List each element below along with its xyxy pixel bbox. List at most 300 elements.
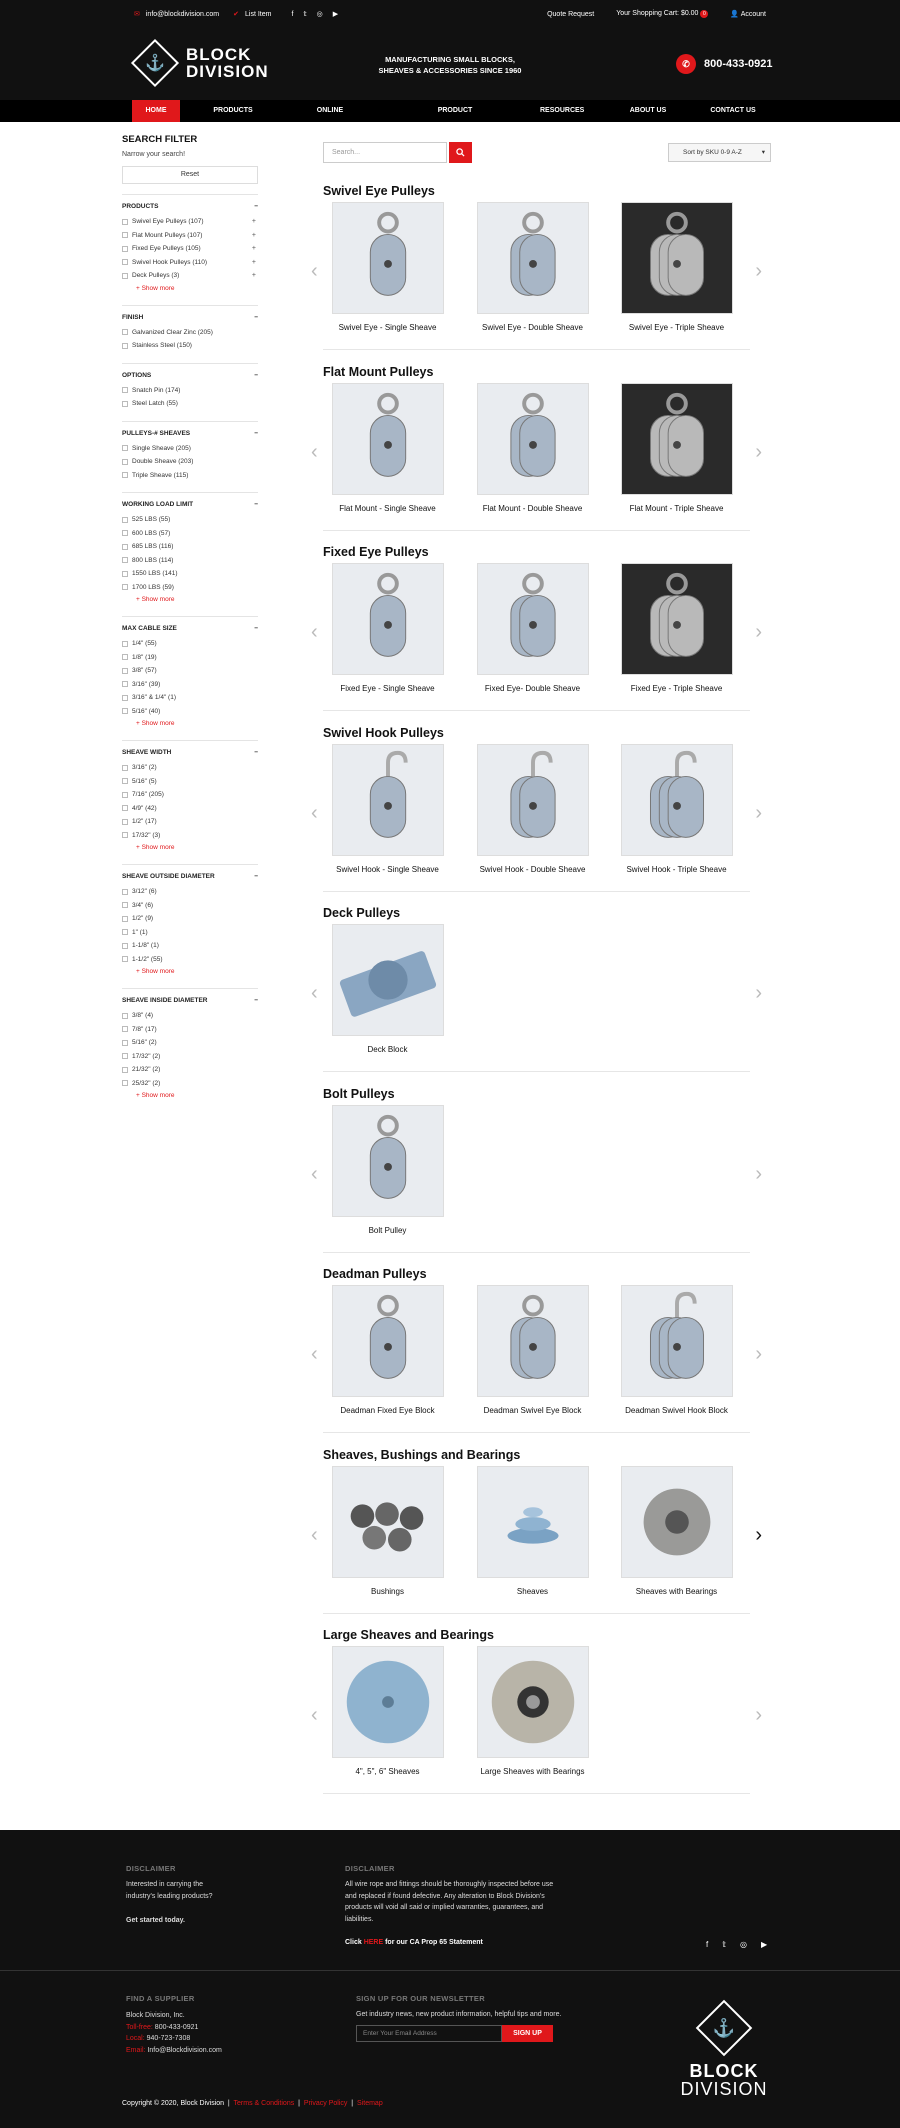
footer-disclaimer1-title: DISCLAIMER — [126, 1864, 176, 1873]
product-card[interactable] — [604, 202, 749, 332]
filter-checkbox[interactable] — [122, 445, 128, 451]
sitemap-link[interactable]: Sitemap — [357, 2100, 383, 2107]
product-image — [333, 564, 443, 674]
footer-email-link[interactable]: Info@Blockdivision.com — [147, 2046, 222, 2054]
product-card[interactable] — [315, 1285, 460, 1415]
newsletter-email-input[interactable]: Enter Your Email Address — [356, 2025, 502, 2042]
footer-logo[interactable] — [672, 2000, 776, 2098]
product-thumb[interactable] — [332, 383, 444, 495]
product-card[interactable] — [460, 1646, 605, 1776]
filter-group-header[interactable] — [122, 873, 258, 880]
filter-checkbox[interactable] — [122, 1080, 128, 1086]
product-thumb[interactable] — [477, 202, 589, 314]
product-card[interactable] — [460, 563, 605, 693]
product-name[interactable]: Bushings — [371, 1586, 404, 1596]
cart-label: Your Shopping Cart: — [616, 10, 679, 17]
expand-plus-icon[interactable]: + — [251, 272, 256, 280]
product-name[interactable]: Swivel Eye - Triple Sheave — [628, 323, 725, 332]
filter-option[interactable] — [122, 384, 258, 398]
product-name[interactable]: Flat Mount - Single Sheave — [339, 503, 436, 513]
product-thumb[interactable] — [621, 202, 733, 314]
youtube-icon[interactable]: ▶ — [332, 11, 339, 18]
product-name[interactable]: Flat Mount - Double Sheave — [482, 503, 583, 513]
filter-checkbox[interactable] — [122, 259, 128, 265]
product-section — [311, 1267, 762, 1433]
collapse-icon[interactable]: − — [254, 501, 258, 508]
filter-group — [122, 492, 258, 606]
product-card[interactable] — [460, 1466, 605, 1596]
filter-option[interactable] — [122, 802, 258, 816]
filter-checkbox[interactable] — [122, 889, 128, 895]
email-icon: ✉ — [134, 11, 140, 18]
filter-option[interactable] — [122, 691, 258, 705]
filter-option[interactable] — [122, 339, 258, 353]
product-card[interactable] — [315, 383, 460, 513]
filter-option[interactable] — [122, 664, 258, 678]
filter-checkbox[interactable] — [122, 232, 128, 238]
filter-option[interactable] — [122, 939, 258, 953]
filter-group — [122, 194, 258, 295]
product-thumb[interactable] — [621, 383, 733, 495]
reset-button[interactable]: Reset — [122, 166, 258, 184]
product-card[interactable] — [604, 744, 749, 874]
product-image — [478, 745, 588, 855]
filter-option-label: 1/8" (19) — [132, 653, 157, 661]
nav-products[interactable]: PRODUCTS — [213, 107, 253, 114]
collapse-icon[interactable]: − — [254, 313, 258, 321]
filter-checkbox[interactable] — [122, 517, 128, 523]
filter-checkbox[interactable] — [122, 1067, 128, 1073]
show-more-link[interactable]: + Show more — [136, 720, 175, 727]
filter-option[interactable] — [122, 899, 258, 913]
filter-checkbox[interactable] — [122, 329, 128, 335]
logo-diamond-icon: ⚓ — [131, 39, 179, 87]
product-card[interactable] — [315, 563, 460, 693]
filter-option-label: 3/16" (2) — [132, 764, 157, 772]
filter-option[interactable] — [122, 912, 258, 926]
product-thumb[interactable] — [621, 563, 733, 675]
collapse-icon[interactable]: − — [254, 371, 258, 379]
filter-option[interactable] — [122, 1063, 258, 1077]
newsletter-signup-button[interactable]: SIGN UP — [502, 2025, 553, 2042]
filter-group-header[interactable] — [122, 203, 258, 210]
product-card[interactable] — [315, 744, 460, 874]
filter-checkbox[interactable] — [122, 544, 128, 550]
filter-option[interactable] — [122, 705, 258, 719]
filter-group-header[interactable] — [122, 749, 258, 756]
product-thumb[interactable] — [332, 1646, 444, 1758]
show-more-link[interactable]: + Show more — [136, 1092, 175, 1099]
product-name[interactable]: Swivel Hook - Single Sheave — [336, 864, 439, 874]
filter-option[interactable] — [122, 829, 258, 843]
filter-checkbox[interactable] — [122, 401, 128, 407]
filter-option[interactable] — [122, 1036, 258, 1050]
footer-brand-line1: BLOCK — [689, 2061, 759, 2081]
filter-group-title: MAX CABLE SIZE — [122, 625, 177, 632]
product-image — [478, 1647, 588, 1757]
filter-group-title: SHEAVE OUTSIDE DIAMETER — [122, 873, 215, 880]
filter-checkbox[interactable] — [122, 557, 128, 563]
tollfree-number[interactable]: 800-433-0921 — [154, 2023, 199, 2031]
filter-option[interactable] — [122, 554, 258, 568]
filter-option[interactable] — [122, 1050, 258, 1064]
filter-option-label: 5/16" (2) — [132, 1039, 157, 1047]
filter-option[interactable] — [122, 651, 258, 665]
collapse-icon[interactable]: − — [254, 873, 258, 880]
filter-checkbox[interactable] — [122, 819, 128, 825]
carousel-prev-icon[interactable]: ‹ — [311, 1704, 318, 1726]
product-image — [478, 384, 588, 494]
product-section — [311, 1628, 762, 1794]
instagram-icon[interactable]: ◎ — [739, 1940, 747, 1949]
filter-option[interactable] — [122, 788, 258, 802]
quote-request-link[interactable]: Quote Request — [547, 10, 595, 18]
filter-option[interactable] — [122, 1023, 258, 1037]
filter-option-label: Swivel Eye Pulleys (107) — [132, 218, 204, 226]
product-card[interactable] — [460, 383, 605, 513]
product-carousel — [311, 744, 762, 892]
filter-option-label: 1700 LBS (59) — [132, 583, 174, 591]
carousel-prev-icon[interactable]: ‹ — [311, 982, 318, 1004]
topbar-email-link[interactable]: info@blockdivision.com — [145, 10, 220, 18]
expand-plus-icon[interactable]: + — [251, 258, 256, 266]
product-name[interactable]: Flat Mount - Triple Sheave — [629, 503, 724, 513]
product-name[interactable]: Fixed Eye - Triple Sheave — [630, 684, 723, 693]
product-image — [622, 745, 732, 855]
product-card[interactable] — [315, 202, 460, 332]
filter-checkbox[interactable] — [122, 273, 128, 279]
filter-checkbox[interactable] — [122, 778, 128, 784]
instagram-icon[interactable]: ◎ — [316, 11, 323, 18]
filter-group — [122, 363, 258, 411]
product-card[interactable] — [315, 1466, 460, 1596]
product-image — [333, 384, 443, 494]
product-image — [333, 745, 443, 855]
product-card[interactable] — [460, 202, 605, 332]
filter-group-header[interactable] — [122, 430, 258, 437]
filter-option[interactable] — [122, 567, 258, 581]
filter-checkbox[interactable] — [122, 792, 128, 798]
filter-checkbox[interactable] — [122, 1040, 128, 1046]
footer-brand-line2: DIVISION — [680, 2079, 768, 2099]
filter-checkbox[interactable] — [122, 765, 128, 771]
product-thumb[interactable] — [621, 744, 733, 856]
filter-checkbox[interactable] — [122, 902, 128, 908]
nav-product-application[interactable]: PRODUCT APPLICATION — [431, 107, 479, 136]
section-title: Bolt Pulleys — [323, 1086, 395, 1101]
collapse-icon[interactable]: − — [254, 749, 258, 756]
product-name[interactable]: Swivel Hook - Triple Sheave — [626, 864, 727, 874]
nav-online-catalog[interactable] — [300, 100, 360, 136]
carousel-next-icon[interactable]: › — [755, 1704, 762, 1726]
section-title: Sheaves, Bushings and Bearings — [323, 1447, 521, 1462]
shopping-cart-link[interactable] — [616, 10, 708, 18]
filter-option-label: Flat Mount Pulleys (107) — [132, 231, 203, 239]
facebook-icon[interactable]: f — [291, 10, 294, 18]
filter-checkbox[interactable] — [122, 929, 128, 935]
filter-option[interactable] — [122, 815, 258, 829]
product-card[interactable] — [460, 744, 605, 874]
product-thumb[interactable] — [332, 1105, 444, 1217]
product-image — [622, 384, 732, 494]
product-carousel — [311, 1646, 762, 1794]
filter-checkbox[interactable] — [122, 530, 128, 536]
product-card[interactable] — [315, 1105, 460, 1235]
product-name[interactable]: Sheaves — [516, 1586, 549, 1596]
product-name[interactable]: 4", 5", 6" Sheaves — [355, 1767, 420, 1776]
filter-option[interactable] — [122, 953, 258, 967]
filter-option[interactable] — [122, 215, 258, 229]
carousel-prev-icon[interactable]: ‹ — [311, 1162, 318, 1185]
filter-group — [122, 988, 258, 1102]
product-search-input[interactable]: Search... — [323, 142, 447, 163]
product-card[interactable] — [604, 563, 749, 693]
carousel-prev-icon[interactable]: ‹ — [311, 260, 318, 282]
filter-option[interactable] — [122, 397, 258, 411]
disclaimer2-line: All wire rope and fittings should be thoroughly inspected before use — [345, 1881, 554, 1888]
filter-option[interactable] — [122, 761, 258, 775]
product-image — [478, 564, 588, 674]
product-thumb[interactable] — [621, 1285, 733, 1397]
filter-option[interactable] — [122, 326, 258, 340]
filter-option[interactable] — [122, 527, 258, 541]
product-image — [333, 1286, 443, 1396]
section-title: Swivel Hook Pulleys — [323, 725, 444, 740]
carousel-next-icon[interactable]: › — [755, 260, 762, 282]
expand-plus-icon[interactable]: + — [251, 218, 256, 226]
filter-option[interactable] — [122, 513, 258, 527]
local-number[interactable]: 940-723-7308 — [146, 2035, 191, 2042]
product-thumb[interactable] — [332, 924, 444, 1036]
filter-checkbox[interactable] — [122, 1026, 128, 1032]
show-more-link[interactable]: + Show more — [136, 968, 175, 975]
filter-option-label: 525 LBS (55) — [132, 516, 171, 524]
carousel-next-icon[interactable]: › — [755, 1162, 762, 1185]
filter-group-header[interactable] — [122, 625, 258, 632]
product-thumb[interactable] — [477, 1646, 589, 1758]
filter-option[interactable] — [122, 469, 258, 483]
carousel-next-icon[interactable]: › — [755, 801, 762, 824]
terms-link[interactable]: Terms & Conditions — [233, 2100, 295, 2107]
product-name[interactable]: Swivel Eye - Double Sheave — [482, 323, 583, 332]
product-thumb[interactable] — [332, 563, 444, 675]
product-card[interactable] — [315, 924, 460, 1054]
filter-checkbox[interactable] — [122, 472, 128, 478]
product-name[interactable]: Large Sheaves with Bearings — [480, 1767, 585, 1776]
product-thumb[interactable] — [477, 1466, 589, 1578]
filter-option[interactable] — [122, 678, 258, 692]
filter-option[interactable] — [122, 1009, 258, 1023]
filter-groups — [122, 194, 258, 1102]
carousel-next-icon[interactable]: › — [755, 1523, 762, 1546]
filter-group — [122, 305, 258, 353]
carousel-next-icon[interactable]: › — [755, 1343, 762, 1365]
expand-plus-icon[interactable]: + — [251, 231, 256, 239]
filter-option[interactable] — [122, 926, 258, 940]
filter-option[interactable] — [122, 637, 258, 651]
carousel-prev-icon[interactable]: ‹ — [311, 440, 318, 463]
facebook-icon[interactable]: f — [706, 1940, 709, 1949]
filter-checkbox[interactable] — [122, 343, 128, 349]
product-name[interactable]: Swivel Hook - Double Sheave — [479, 864, 586, 874]
collapse-icon[interactable]: − — [254, 203, 258, 210]
carousel-next-icon[interactable]: › — [755, 982, 762, 1004]
product-thumb[interactable] — [477, 744, 589, 856]
filter-option[interactable] — [122, 775, 258, 789]
product-thumb[interactable] — [621, 1466, 733, 1578]
product-name[interactable]: Fixed Eye- Double Sheave — [484, 684, 581, 693]
filter-checkbox[interactable] — [122, 708, 128, 714]
header-phone[interactable] — [676, 54, 773, 74]
collapse-icon[interactable]: − — [254, 997, 258, 1004]
product-image — [478, 1286, 588, 1396]
filter-group-header[interactable] — [122, 314, 258, 321]
show-more-link[interactable]: + Show more — [136, 844, 175, 851]
footer-logo-diamond-icon: ⚓ — [696, 2000, 753, 2057]
filter-option-label: 17/32" (2) — [132, 1052, 161, 1060]
filter-option[interactable] — [122, 242, 258, 256]
twitter-icon[interactable]: 𝕥 — [722, 1940, 726, 1949]
filter-option-label: 3/8" (57) — [132, 667, 157, 675]
filter-checkbox[interactable] — [122, 805, 128, 811]
logo-brand-line1: BLOCK — [186, 45, 252, 64]
product-carousel — [311, 1466, 762, 1614]
filter-option-label: 7/8" (17) — [132, 1025, 157, 1033]
nav-home[interactable]: HOME — [132, 100, 180, 122]
filter-option[interactable] — [122, 540, 258, 554]
product-card[interactable] — [604, 1466, 749, 1596]
product-thumb[interactable] — [332, 744, 444, 856]
section-title: Swivel Eye Pulleys — [323, 184, 435, 198]
product-name[interactable]: Sheaves with Bearings — [635, 1586, 718, 1596]
filter-option[interactable] — [122, 269, 258, 283]
product-card[interactable] — [604, 383, 749, 513]
footer-supplier-title: FIND A SUPPLIER — [126, 1994, 195, 2003]
product-thumb[interactable] — [477, 1285, 589, 1397]
product-thumb[interactable] — [477, 383, 589, 495]
filter-checkbox[interactable] — [122, 387, 128, 393]
list-item-link[interactable]: List Item — [245, 10, 272, 18]
privacy-link[interactable]: Privacy Policy — [303, 2100, 348, 2107]
filter-checkbox[interactable] — [122, 695, 128, 701]
filter-option-label: Snatch Pin (174) — [132, 386, 181, 394]
product-card[interactable] — [315, 1646, 460, 1776]
product-section — [311, 545, 762, 711]
filter-group-header[interactable] — [122, 997, 258, 1004]
filter-checkbox[interactable] — [122, 832, 128, 838]
filter-option[interactable] — [122, 229, 258, 243]
filter-option-label: Galvanized Clear Zinc (205) — [132, 328, 213, 336]
product-thumb[interactable] — [477, 563, 589, 675]
filter-checkbox[interactable] — [122, 916, 128, 922]
carousel-next-icon[interactable]: › — [755, 440, 762, 463]
tagline-line1: MANUFACTURING SMALL BLOCKS, — [385, 55, 515, 64]
twitter-icon[interactable]: 𝕥 — [303, 11, 307, 18]
filter-option-label: Stainless Steel (150) — [132, 342, 192, 350]
filter-checkbox[interactable] — [122, 571, 128, 577]
nav-contact-us[interactable]: CONTACT US — [710, 107, 756, 114]
collapse-icon[interactable]: − — [254, 625, 258, 632]
filter-checkbox[interactable] — [122, 668, 128, 674]
site-header — [0, 28, 900, 100]
filter-group-header[interactable] — [122, 372, 258, 379]
filter-option[interactable] — [122, 1077, 258, 1091]
filter-checkbox[interactable] — [122, 246, 128, 252]
filter-checkbox[interactable] — [122, 654, 128, 660]
product-carousel — [311, 924, 762, 1072]
filter-group-header[interactable] — [122, 501, 258, 508]
youtube-icon[interactable]: ▶ — [760, 1940, 768, 1949]
filter-option[interactable] — [122, 885, 258, 899]
filter-group-title: SHEAVE INSIDE DIAMETER — [122, 997, 208, 1004]
filter-checkbox[interactable] — [122, 459, 128, 465]
filter-option[interactable] — [122, 455, 258, 469]
carousel-prev-icon[interactable]: ‹ — [311, 1343, 318, 1365]
account-link[interactable] — [730, 10, 766, 18]
filter-checkbox[interactable] — [122, 956, 128, 962]
product-name[interactable]: Swivel Eye - Single Sheave — [338, 323, 437, 332]
search-filter-sidebar — [122, 134, 258, 1102]
filter-checkbox[interactable] — [122, 1053, 128, 1059]
cart-amount: $0.00 — [680, 10, 699, 17]
product-image — [622, 203, 732, 313]
carousel-prev-icon[interactable]: ‹ — [311, 801, 318, 824]
product-thumb[interactable] — [332, 1466, 444, 1578]
show-more-link[interactable]: + Show more — [136, 284, 175, 292]
show-more-link[interactable]: + Show more — [136, 596, 175, 603]
filter-option-label: 3/8" (4) — [132, 1012, 154, 1020]
nav-about-us[interactable]: ABOUT US — [629, 107, 667, 114]
filter-option-label: 25/32" (2) — [132, 1079, 161, 1087]
product-name[interactable]: Deadman Swivel Hook Block — [625, 1406, 728, 1415]
product-name[interactable]: Fixed Eye - Single Sheave — [340, 684, 435, 693]
product-name[interactable]: Bolt Pulley — [368, 1225, 407, 1235]
filter-checkbox[interactable] — [122, 943, 128, 949]
product-card[interactable] — [460, 1285, 605, 1415]
filter-checkbox[interactable] — [122, 681, 128, 687]
disclaimer2-line: and replaced if found defective. Any alteration to Block Division's — [345, 1892, 545, 1900]
search-button[interactable] — [449, 142, 472, 163]
filter-option[interactable] — [122, 581, 258, 595]
nav-resources[interactable]: RESOURCES — [540, 107, 585, 114]
sort-select[interactable] — [668, 143, 771, 162]
carousel-next-icon[interactable]: › — [755, 621, 762, 643]
expand-plus-icon[interactable]: + — [251, 245, 256, 253]
filter-option[interactable] — [122, 256, 258, 270]
nav-online-catalog-label: ONLINE CATALOG — [310, 107, 345, 136]
tollfree-label: Toll-free: — [126, 2023, 153, 2031]
product-name[interactable]: Deadman Swivel Eye Block — [483, 1406, 582, 1415]
carousel-prev-icon[interactable]: ‹ — [311, 621, 318, 643]
local-label: Local: — [126, 2035, 145, 2042]
prop65-link[interactable]: HERE — [363, 1939, 384, 1946]
filter-checkbox[interactable] — [122, 641, 128, 647]
filter-checkbox[interactable] — [122, 219, 128, 225]
filter-checkbox[interactable] — [122, 1013, 128, 1019]
product-name[interactable]: Deadman Fixed Eye Block — [340, 1406, 435, 1415]
filter-option[interactable] — [122, 442, 258, 456]
get-started-link[interactable]: Get started today. — [126, 1917, 185, 1924]
site-logo[interactable] — [130, 38, 269, 88]
filter-checkbox[interactable] — [122, 584, 128, 590]
carousel-prev-icon[interactable]: ‹ — [311, 1523, 318, 1546]
prop65-post: for our CA Prop 65 Statement — [383, 1939, 483, 1946]
product-card[interactable] — [604, 1285, 749, 1415]
product-name[interactable]: Deck Block — [367, 1045, 408, 1054]
product-thumb[interactable] — [332, 1285, 444, 1397]
product-thumb[interactable] — [332, 202, 444, 314]
collapse-icon[interactable]: − — [254, 429, 258, 437]
